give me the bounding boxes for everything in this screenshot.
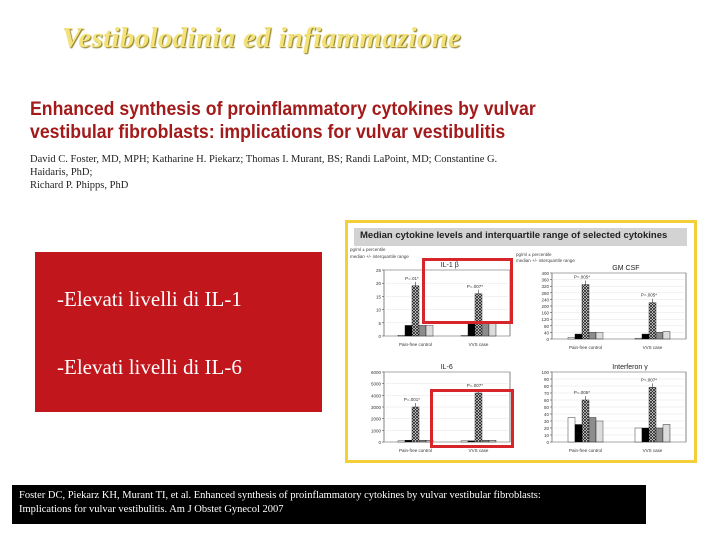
gm-csf-annotation-0: P=.005* [573, 274, 591, 280]
gm-csf-annotation-1: P=.005* [640, 292, 658, 298]
gm-csf-title: GM CSF [612, 265, 640, 272]
gm-csf-bar-0-1 [575, 334, 582, 339]
il-6-annotation-0: P=.001* [403, 397, 421, 402]
il-1-ytick-label-5: 25 [375, 268, 381, 273]
chart-interferon-svg [522, 360, 690, 456]
il-1-bar-1-0 [461, 335, 468, 336]
cytokine-figure [345, 220, 697, 463]
bullet-box [35, 252, 322, 412]
il-6-ytick-label-0: 0 [378, 440, 381, 445]
paper-title-line-1: Enhanced synthesis of proinflammatory cytokines by vulvar [30, 99, 536, 120]
gm-csf-ytick-label-2: 80 [543, 323, 549, 329]
interferon-annotation-1: P=.007* [640, 377, 658, 383]
gm-csf-ytick-label-3: 120 [541, 317, 549, 323]
il-1-title: IL-1 β [440, 262, 459, 269]
figure-note-right-2: median +/- interquartile range [516, 258, 575, 263]
il-1-bar-1-3 [482, 323, 489, 336]
il-6-ytick-label-1: 1000 [370, 428, 381, 434]
gm-csf-ytick-label-7: 280 [541, 290, 549, 296]
chart-gmcsf [522, 261, 690, 353]
interferon-bar-0-1 [575, 425, 582, 443]
gm-csf-ytick-label-0: 0 [546, 337, 549, 342]
interferon-ytick-label-1: 10 [543, 433, 549, 438]
gm-csf-ytick-label-6: 240 [541, 297, 549, 303]
gm-csf-ytick-label-9: 360 [541, 277, 549, 283]
il-1-annotation-0: P=.01* [405, 275, 419, 281]
bullet-il1: -Elevati livelli di IL-1 [57, 287, 242, 311]
il-1-bar-0-3 [419, 325, 426, 336]
gm-csf-bar-0-3 [589, 332, 596, 339]
figure-title: Median cytokine levels and interquartile range of selected cytokines [360, 230, 668, 241]
citation-line-2: Implications for vulvar vestibulitis. Am J Obstet Gynecol 2007 [19, 504, 284, 515]
interferon-bar-0-3 [589, 418, 596, 443]
interferon-ytick-label-4: 40 [543, 412, 549, 417]
paper-title-line-2: vestibular fibroblasts: implications for vulvar vestibulitis [30, 122, 506, 143]
interferon-category-label-1: VVS case [642, 448, 663, 453]
figure-note-left-2: median +/- interquartile range [350, 254, 409, 259]
interferon-ytick-label-0: 0 [546, 440, 549, 445]
il-1-ytick-label-4: 20 [375, 281, 381, 287]
gm-csf-bar-1-3 [656, 332, 663, 339]
interferon-ytick-label-9: 90 [543, 377, 549, 382]
il-6-category-label-1: VVS case [468, 448, 489, 453]
il-1-bar-0-2 [412, 286, 419, 336]
il-1-bar-0-0 [398, 335, 405, 336]
interferon-category-label-0: Pain-free control [568, 448, 603, 453]
interferon-ytick-label-8: 80 [543, 384, 549, 389]
citation [12, 485, 646, 524]
figure-header [354, 228, 687, 246]
interferon-bar-1-2 [649, 387, 656, 442]
gm-csf-ytick-label-1: 40 [543, 330, 549, 336]
interferon-annotation-0: P=.005* [573, 390, 591, 395]
il-1-category-label-1: VVS case [468, 342, 489, 347]
interferon-bar-1-4 [663, 425, 670, 443]
authors-line-2: Richard P. Phipps, PhD [30, 180, 129, 191]
interferon-bar-1-0 [635, 428, 642, 442]
il-1-bar-0-1 [405, 325, 412, 336]
il-6-bar-0-3 [419, 440, 426, 442]
interferon-bar-0-0 [568, 418, 575, 443]
citation-line-1: Foster DC, Piekarz KH, Murant TI, et al. Enhanced synthesis of proinflammatory cytokines by vulvar vestibular fibroblasts: [19, 490, 541, 501]
il-1-bar-1-4 [489, 323, 496, 336]
il-1-category-label-0: Pain-free control [398, 342, 433, 347]
il-6-annotation-1: P=.007* [466, 383, 484, 388]
il-1-annotation-1: P=.007* [466, 283, 484, 289]
il-6-ytick-label-4: 4000 [370, 393, 381, 399]
figure-note-left-1: pg/ml ± percentile [350, 247, 386, 252]
bullet-il6: -Elevati livelli di IL-6 [57, 355, 242, 379]
il-6-ytick-label-5: 5000 [370, 381, 381, 387]
chart-gmcsf-svg [522, 261, 690, 353]
slide-title: Vestibolodinia ed infiammazione [62, 22, 462, 54]
gm-csf-ytick-label-4: 160 [541, 310, 549, 316]
highlight-box-il1 [422, 258, 513, 324]
interferon-ytick-label-3: 30 [543, 419, 549, 424]
il-1-ytick-label-3: 15 [375, 294, 381, 300]
interferon-ytick-label-6: 60 [543, 398, 549, 403]
il-6-bar-0-0 [398, 441, 405, 442]
authors-line-1: David C. Foster, MD, MPH; Katharine H. Piekarz; Thomas I. Murant, BS; Randi LaPoint, MD; Constantine G. Haidaris, PhD; [30, 154, 498, 178]
gm-csf-bar-0-2 [582, 285, 589, 339]
interferon-bar-0-4 [596, 421, 603, 442]
gm-csf-bar-1-4 [663, 332, 670, 339]
interferon-bar-0-2 [582, 400, 589, 442]
il-1-bar-1-1 [468, 323, 475, 336]
chart-interferon [522, 360, 690, 456]
gm-csf-bar-1-1 [642, 334, 649, 339]
il-1-ytick-label-1: 5 [378, 320, 381, 326]
gm-csf-ytick-label-8: 320 [541, 284, 549, 290]
gm-csf-ytick-label-10: 400 [541, 271, 549, 276]
il-1-ytick-label-2: 10 [375, 307, 381, 313]
il-6-ytick-label-2: 2000 [370, 416, 381, 422]
gm-csf-ytick-label-5: 200 [541, 304, 549, 309]
figure-note-right-1: pg/ml ± percentile [516, 252, 552, 257]
highlight-box-il6 [430, 389, 514, 448]
gm-csf-bar-0-0 [568, 337, 575, 339]
gm-csf-category-label-0: Pain-free control [568, 345, 603, 350]
gm-csf-bar-1-2 [649, 303, 656, 339]
gm-csf-bar-1-0 [635, 338, 642, 339]
interferon-title: Interferon γ [612, 364, 648, 371]
interferon-ytick-label-2: 20 [543, 426, 549, 431]
interferon-ytick-label-10: 100 [541, 370, 549, 375]
paper-title [30, 98, 536, 144]
il-6-bar-0-2 [412, 407, 419, 442]
il-1-ytick-label-0: 0 [378, 334, 381, 339]
il-6-bar-0-1 [405, 440, 412, 442]
paper-authors [30, 153, 530, 192]
interferon-bar-1-1 [642, 428, 649, 442]
gm-csf-category-label-1: VVS case [642, 345, 663, 350]
interferon-ytick-label-5: 50 [543, 405, 549, 410]
il-6-category-label-0: Pain-free control [398, 448, 433, 453]
il-6-ytick-label-3: 3000 [370, 405, 381, 410]
interferon-bar-1-3 [656, 428, 663, 442]
il-6-title: IL-6 [440, 364, 453, 371]
interferon-ytick-label-7: 70 [543, 391, 549, 396]
il-6-ytick-label-6: 6000 [370, 370, 381, 375]
il-1-bar-0-4 [426, 325, 433, 336]
gm-csf-bar-0-4 [596, 332, 603, 339]
